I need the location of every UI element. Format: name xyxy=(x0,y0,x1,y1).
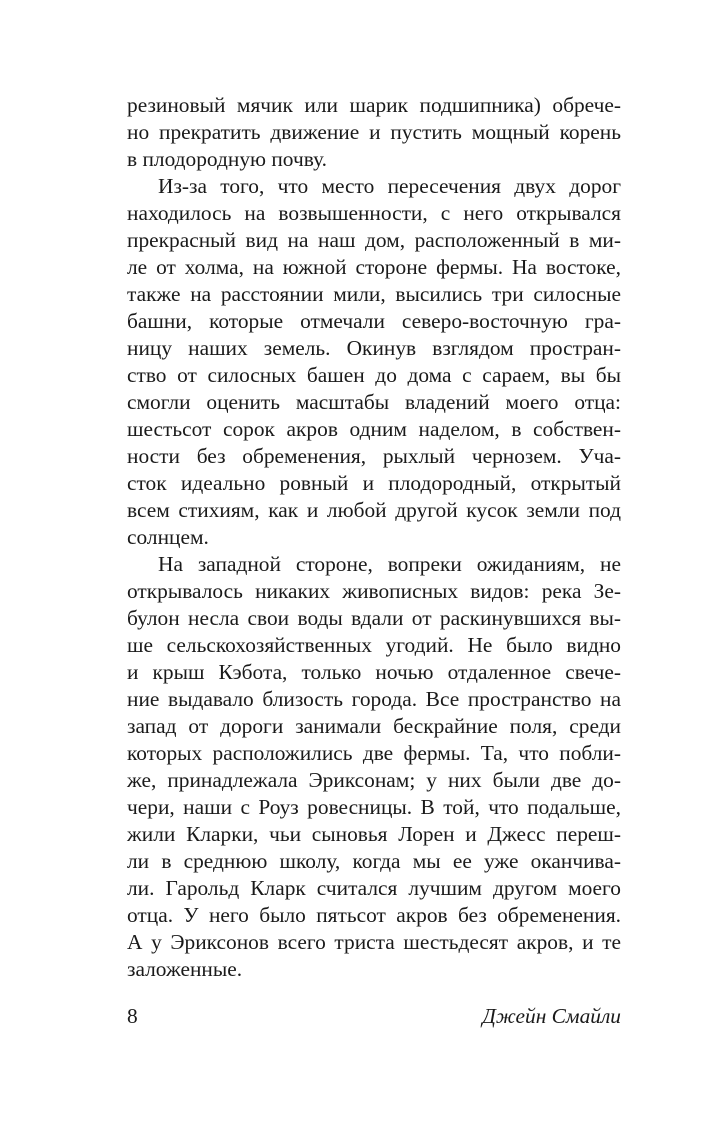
page-number: 8 xyxy=(127,1004,138,1028)
text-line: и крыш Кэбота, только ночью отдаленное свече- xyxy=(127,660,621,684)
paragraph xyxy=(127,173,621,551)
text-line: ности без обременения, рыхлый чернозем. Уча- xyxy=(127,444,621,468)
text-line: солнцем. xyxy=(127,525,209,549)
text-line: башни, которые отмечали северо-восточную гра- xyxy=(127,309,621,333)
text-line: в плодородную почву. xyxy=(127,147,327,171)
text-line: резиновый мячик или шарик подшипника) обрече- xyxy=(127,93,621,117)
text-line: ние выдавало близость города. Все пространство на xyxy=(127,687,621,711)
text-line: которых расположились две фермы. Та, что побли- xyxy=(127,741,621,765)
page-footer xyxy=(127,1001,621,1031)
text-line: прекрасный вид на наш дом, расположенный в ми- xyxy=(127,228,621,252)
text-line: чери, наши с Роуз ровесницы. В той, что подальше, xyxy=(127,795,621,819)
text-line: открывалось никаких живописных видов: река Зе- xyxy=(127,579,621,603)
text-line: шестьсот сорок акров одним наделом, в собствен- xyxy=(127,417,621,441)
text-line: ницу наших земель. Окинув взглядом простран- xyxy=(127,336,621,360)
text-line: заложенные. xyxy=(127,957,243,981)
text-line: ство от силосных башен до дома с сараем, вы бы xyxy=(127,363,621,387)
text-line: Из-за того, что место пересечения двух дорог xyxy=(158,174,621,198)
text-line: А у Эриксонов всего триста шестьдесят акров, и те xyxy=(127,930,621,954)
paragraph xyxy=(127,551,621,983)
text-line: ли в среднюю школу, когда мы ее уже оканчива- xyxy=(127,849,621,873)
text-line: отца. У него было пятьсот акров без обременения. xyxy=(127,903,621,927)
text-line: но прекратить движение и пустить мощный корень xyxy=(127,120,621,144)
text-line: сток идеально ровный и плодородный, открытый xyxy=(127,471,621,495)
text-line: ли. Гарольд Кларк считался лучшим другом моего xyxy=(127,876,621,900)
text-line: также на расстоянии мили, высились три силосные xyxy=(127,282,621,306)
text-line: ше сельскохозяйственных угодий. Не было видно xyxy=(127,633,621,657)
text-line: смогли оценить масштабы владений моего отца: xyxy=(127,390,621,414)
text-line: булон несла свои воды вдали от раскинувшихся вы- xyxy=(127,606,621,630)
text-line: жили Кларки, чьи сыновья Лорен и Джесс переш- xyxy=(127,822,621,846)
text-line: На западной стороне, вопреки ожиданиям, не xyxy=(158,552,621,576)
text-line: ле от холма, на южной стороне фермы. На востоке, xyxy=(127,255,621,279)
text-line: запад от дороги занимали бескрайние поля, среди xyxy=(127,714,621,738)
text-line: всем стихиям, как и любой другой кусок земли под xyxy=(127,498,621,522)
text-line: находилось на возвышенности, с него открывался xyxy=(127,201,621,225)
body-text xyxy=(127,92,621,983)
paragraph xyxy=(127,92,621,173)
text-line: же, принадлежала Эриксонам; у них были две до- xyxy=(127,768,621,792)
running-author: Джейн Смайли xyxy=(482,1004,621,1028)
